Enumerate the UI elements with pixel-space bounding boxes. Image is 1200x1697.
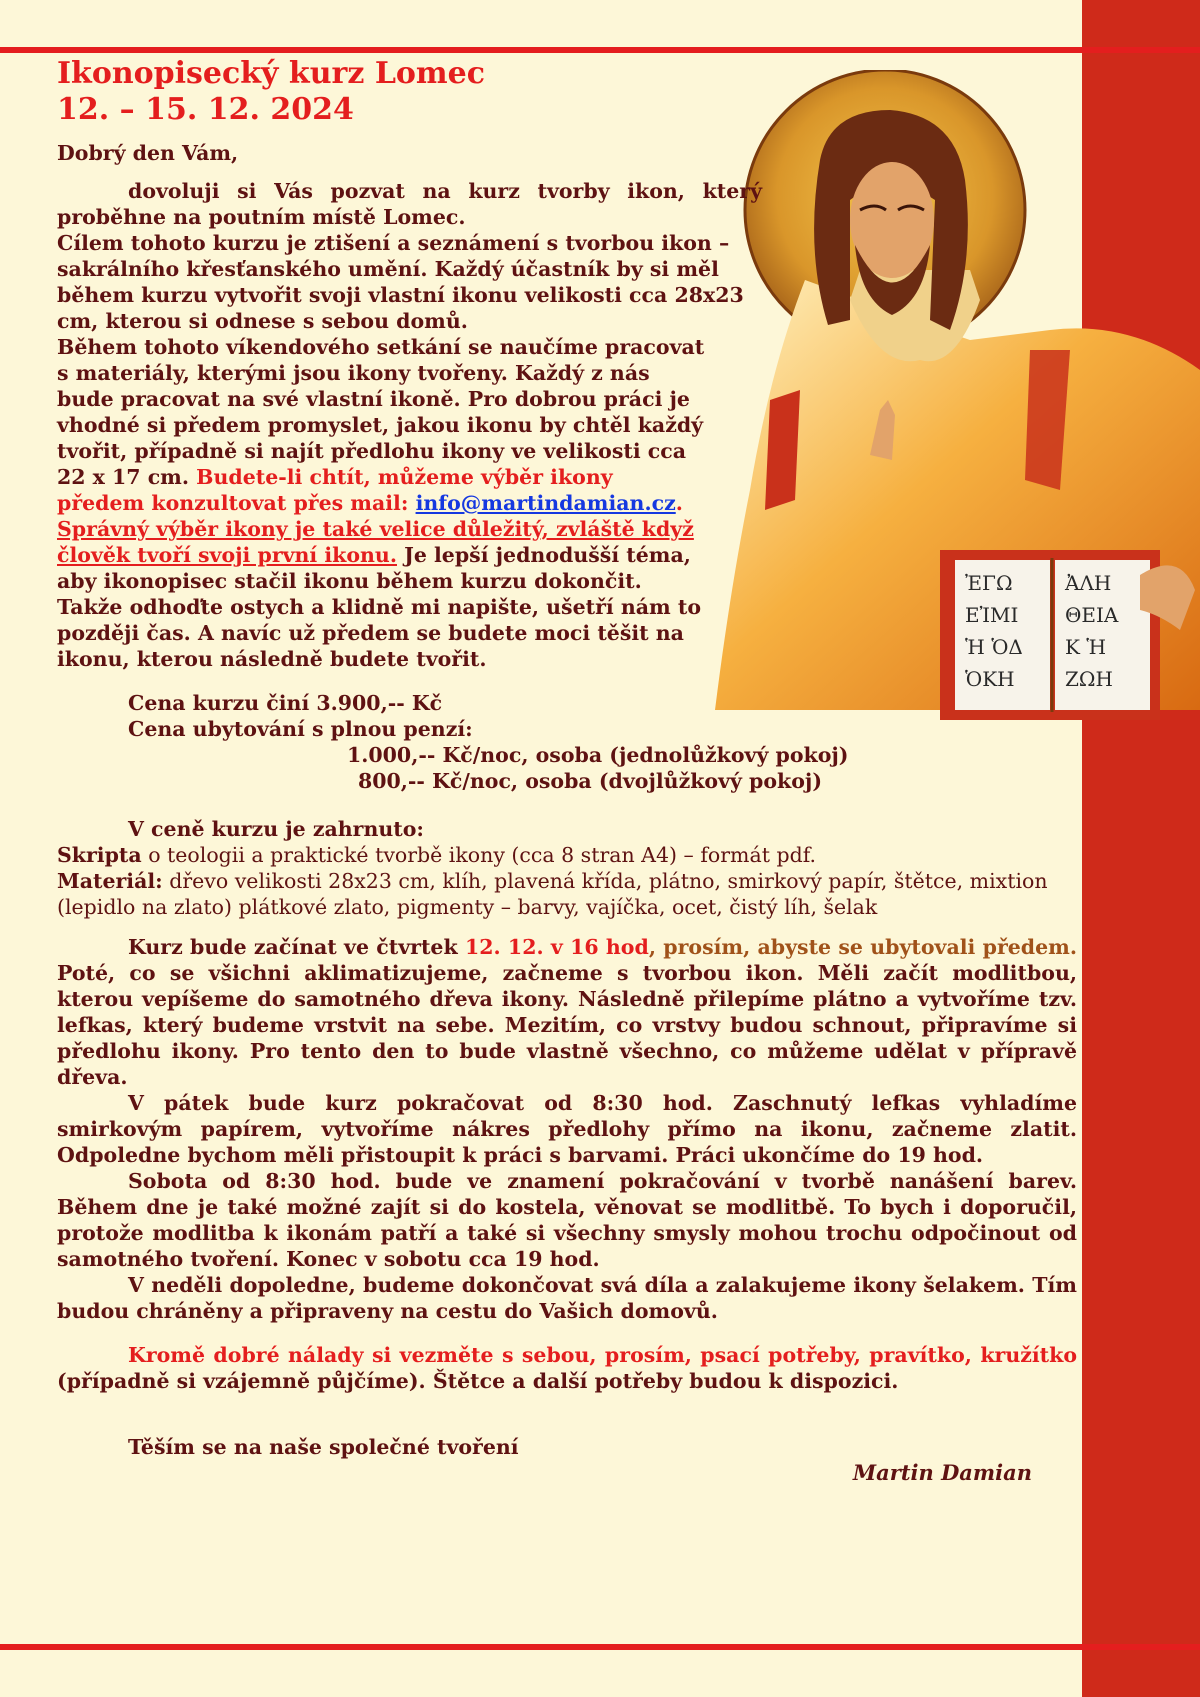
double-room-price: 800,-- Kč/noc, osoba (dvojlůžkový pokoj) bbox=[358, 769, 823, 793]
document-body bbox=[57, 56, 1077, 1485]
closing-line: Těším se na naše společné tvoření bbox=[128, 1435, 519, 1459]
book-right-line-3: Κ Ἡ bbox=[1065, 635, 1107, 659]
thursday-text: Poté, co se všichni aklimatizujeme, začneme s tvorbou ikon. Měli začít modlitbou, kterou vepíšeme do samotného dřeva ikony. Následně přilepíme plátno a vytvoříme tzv. lefkas, který budeme vrstvit na sebe. Mezitím, co vrstvy budou schnout, připravíme si předlohu ikony. Pro tento den to bude vlastně všechno, co můžeme udělat v přípravě dřeva. bbox=[57, 961, 1077, 1089]
material-label: Materiál: bbox=[57, 869, 163, 893]
schedule-block bbox=[57, 934, 1077, 1324]
thursday-time: 12. 12. v 16 hod bbox=[464, 935, 649, 959]
scripts-label: Skripta bbox=[57, 843, 142, 867]
bring-paragraph bbox=[57, 1342, 1077, 1394]
page-title: Ikonopisecký kurz Lomec bbox=[57, 56, 486, 91]
selection-warning: Správný výběr ikony je také velice důležitý, zvláště když člověk tvoří svoji první ikonu. bbox=[57, 517, 694, 567]
book-left-line-3: Ἡ ὉΔ bbox=[965, 635, 1023, 659]
greeting: Dobrý den Vám, bbox=[57, 141, 239, 165]
intro-paragraph-2: Cílem tohoto kurzu je ztišení a seznámení s tvorbou ikon – sakrálního křesťanského umění. Každý účastník by si měl během kurzu vytvořit svoji vlastní ikonu velikosti cca 28x23 cm, kterou si odnese s sebou domů. bbox=[57, 231, 744, 333]
single-room-price: 1.000,-- Kč/noc, osoba (jednolůžkový pokoj) bbox=[347, 743, 849, 767]
bottom-red-rule bbox=[0, 1644, 1200, 1650]
included-block bbox=[57, 816, 1077, 920]
book-left-line-2: ΕἸΜΙ bbox=[965, 603, 1019, 627]
material-line bbox=[57, 868, 1077, 920]
email-period: . bbox=[675, 491, 683, 515]
scripts-text: o teologii a praktické tvorbě ikony (cca 8 stran A4) – formát pdf. bbox=[141, 843, 817, 867]
book-right-line-1: ἈΛΗ bbox=[1065, 571, 1112, 595]
scripts-line bbox=[57, 842, 1077, 868]
bring-rest: (případně si vzájemně půjčíme). Štětce a další potřeby budou k dispozici. bbox=[57, 1369, 899, 1393]
intro-closing-text: Je lepší jednodušší téma, aby ikonopisec stačil ikonu během kurzu dokončit. Takže odhoďte ostych a klidně mi napište, ušetří nám to později čas. A navíc už předem se budete moci těšit na ikonu, kterou následně budete tvořit. bbox=[57, 543, 701, 671]
event-date: 12. – 15. 12. 2024 bbox=[57, 92, 354, 127]
thursday-intro: Kurz bude začínat ve čtvrtek bbox=[128, 935, 465, 959]
top-red-rule bbox=[0, 47, 1200, 53]
intro-paragraph-3 bbox=[57, 334, 707, 672]
email-link[interactable]: info@martindamian.cz bbox=[415, 491, 676, 515]
schedule-sunday: V neděli dopoledne, budeme dokončovat svá díla a zalakujeme ikony šelakem. Tím budou chráněny a připraveny na cestu do Vašich domovů. bbox=[57, 1273, 1077, 1323]
course-price: Cena kurzu činí 3.900,-- Kč bbox=[128, 691, 443, 715]
schedule-saturday: Sobota od 8:30 hod. bude ve znamení pokračování v tvorbě nanášení barev. Během dne je také možné zajít si do kostela, věnovat se modlitbě. To bych i doporučil, protože modlitba k ikonám patří a také si všechny smysly mohou trochu odpočinout od samotného tvoření. Konec v sobotu cca 19 hod. bbox=[57, 1169, 1077, 1271]
book-right-line-4: ΖΩΗ bbox=[1065, 667, 1113, 691]
signature: Martin Damian bbox=[852, 1460, 1032, 1485]
included-heading: V ceně kurzu je zahrnuto: bbox=[128, 817, 424, 841]
lodging-label: Cena ubytování s plnou penzí: bbox=[128, 717, 473, 741]
material-text: dřevo velikosti 28x23 cm, klíh, plavená křída, plátno, smirkový papír, štětce, mixtion (lepidlo na zlato) plátkové zlato, pigmenty – barvy, vajíčka, ocet, čistý líh, šelak bbox=[57, 869, 1048, 919]
bring-items: Kromě dobré nálady si vezměte s sebou, prosím, psací potřeby, pravítko, kružítko bbox=[128, 1343, 1077, 1367]
book-left-line-1: ἘΓΩ bbox=[965, 571, 1013, 595]
book-left-line-4: ὉΚΗ bbox=[965, 667, 1015, 691]
intro-paragraph-1: dovoluji si Vás pozvat na kurz tvorby ikon, který proběhne na poutním místě Lomec. bbox=[57, 179, 762, 229]
price-block bbox=[57, 690, 1077, 794]
schedule-friday: V pátek bude kurz pokračovat od 8:30 hod. Zaschnutý lefkas vyhladíme smirkovým papírem, vytvoříme nákres předlohy přímo na ikonu, začneme zlatit. Odpoledne bychom měli přistoupit k práci s barvami. Práci ukončíme do 19 hod. bbox=[57, 1091, 1077, 1167]
thursday-note: , prosím, abyste se ubytovali předem. bbox=[648, 935, 1077, 959]
consult-note: Budete-li chtít, můžeme výběr ikony předem konzultovat přes mail: bbox=[57, 465, 613, 515]
intro-text: Během tohoto víkendového setkání se naučíme pracovat s materiály, kterými jsou ikony tvořeny. Každý z nás bude pracovat na své vlastní ikoně. Pro dobrou práci je vhodné si předem promyslet, jakou ikonu by chtěl každý tvořit, případně si najít předlohu ikony ve velikosti cca 22 x 17 cm. bbox=[57, 335, 705, 489]
schedule-thursday bbox=[57, 934, 1077, 1090]
book-right-line-2: ΘΕΙΑ bbox=[1065, 603, 1119, 627]
